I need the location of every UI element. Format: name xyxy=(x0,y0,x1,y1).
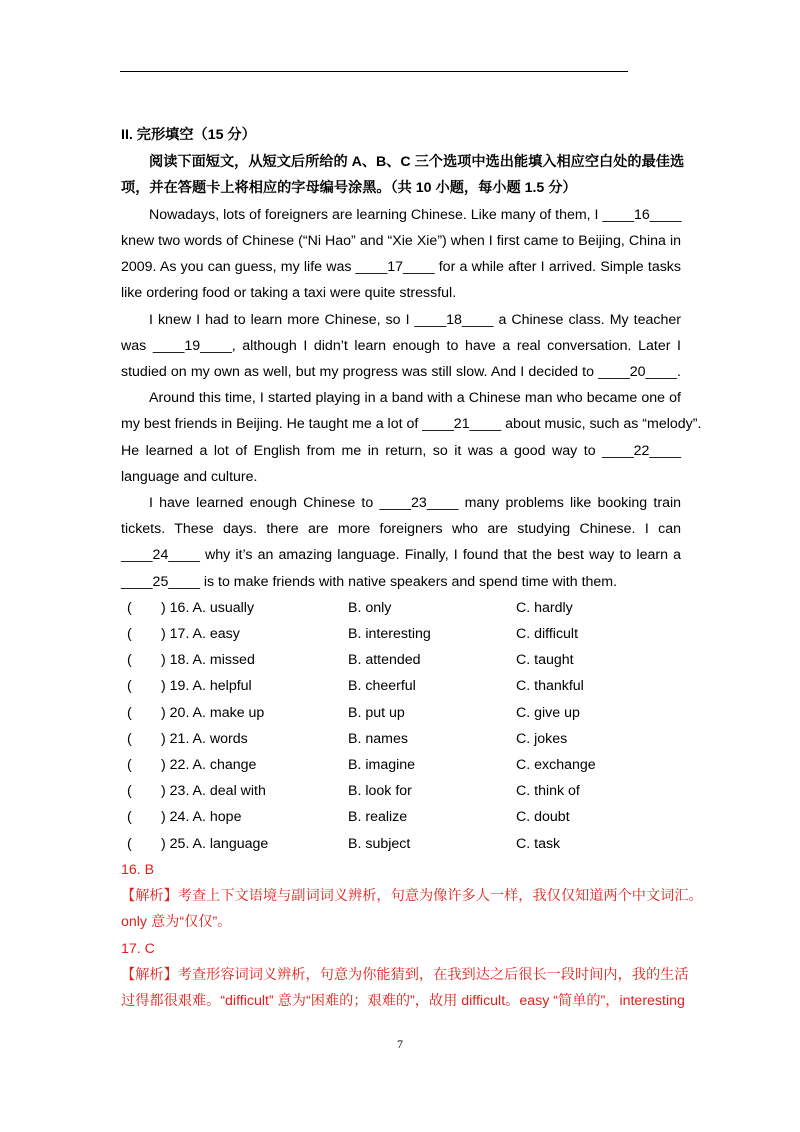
passage-line: knew two words of Chinese (“Ni Hao” and “Xie Xie”) when I first came to Beijing, China in xyxy=(121,233,681,249)
option-b: B. names xyxy=(348,731,408,747)
option-b: B. look for xyxy=(348,783,412,799)
option-a: ) 19. A. helpful xyxy=(161,678,252,694)
option-a: ) 23. A. deal with xyxy=(161,783,266,799)
option-c: C. jokes xyxy=(516,731,568,747)
option-c: C. difficult xyxy=(516,626,579,642)
option-b: B. imagine xyxy=(348,757,416,773)
answer-paren: ( xyxy=(127,600,132,616)
answer-paren: ( xyxy=(127,626,132,642)
option-b: B. cheerful xyxy=(348,678,416,694)
answer-paren: ( xyxy=(127,652,132,668)
option-c: C. task xyxy=(516,836,561,852)
option-b: B. interesting xyxy=(348,626,431,642)
option-a: ) 24. A. hope xyxy=(161,809,242,825)
explanation-16-line-2: only 意为“仅仅”。 xyxy=(121,914,232,930)
answer-16: 16. B xyxy=(121,862,155,878)
passage-line: Nowadays, lots of foreigners are learning Chinese. Like many of them, I ____16____ xyxy=(149,207,682,223)
answer-paren: ( xyxy=(127,783,132,799)
passage-line: tickets. These days. there are more foreigners who are studying Chinese. I can xyxy=(121,521,681,537)
option-c: C. doubt xyxy=(516,809,570,825)
option-a: ) 18. A. missed xyxy=(161,652,255,668)
option-b: B. put up xyxy=(348,705,405,721)
option-c: C. exchange xyxy=(516,757,596,773)
passage-line: language and culture. xyxy=(121,469,258,485)
option-a: ) 20. A. make up xyxy=(161,705,265,721)
answer-paren: ( xyxy=(127,809,132,825)
option-b: B. realize xyxy=(348,809,408,825)
answer-paren: ( xyxy=(127,678,132,694)
explanation-17-line-2: 过得都很艰难。“difficult” 意为“困难的；艰难的”，故用 difficult。easy “简单的”，interesting xyxy=(121,993,685,1009)
option-c: C. taught xyxy=(516,652,574,668)
passage-line: my best friends in Beijing. He taught me a lot of ____21____ about music, such as “melody”. xyxy=(121,416,702,432)
answer-17: 17. C xyxy=(121,941,155,957)
page-number: 7 xyxy=(397,1037,403,1051)
instruction-line-2: 项，并在答题卡上将相应的字母编号涂黑。（共 10 小题，每小题 1.5 分） xyxy=(121,180,577,196)
option-b: B. attended xyxy=(348,652,421,668)
option-c: C. give up xyxy=(516,705,580,721)
section-title: II. 完形填空（15 分） xyxy=(121,127,256,143)
explanation-16-line-1: 【解析】考查上下文语境与副词词义辨析，句意为像许多人一样，我仅仅知道两个中文词汇。 xyxy=(121,888,703,904)
answer-paren: ( xyxy=(127,731,132,747)
option-a: ) 17. A. easy xyxy=(161,626,240,642)
passage-line: 2009. As you can guess, my life was ____17____ for a while after I arrived. Simple tasks xyxy=(121,259,681,275)
passage-line: I have learned enough Chinese to ____23____ many problems like booking train xyxy=(149,495,681,511)
instruction-line-1: 阅读下面短文，从短文后所给的 A、B、C 三个选项中选出能填入相应空白处的最佳选 xyxy=(149,154,685,170)
answer-paren: ( xyxy=(127,705,132,721)
option-a: ) 21. A. words xyxy=(161,731,248,747)
option-c: C. hardly xyxy=(516,600,573,616)
option-a: ) 16. A. usually xyxy=(161,600,255,616)
option-a: ) 25. A. language xyxy=(161,836,269,852)
explanation-17-line-1: 【解析】考查形容词词义辨析，句意为你能猜到，在我到达之后很长一段时间内，我的生活 xyxy=(121,967,689,983)
passage-line: like ordering food or taking a taxi were quite stressful. xyxy=(121,285,457,301)
passage-line: Around this time, I started playing in a band with a Chinese man who became one of xyxy=(149,390,681,406)
option-a: ) 22. A. change xyxy=(161,757,257,773)
passage-line: was ____19____, although I didn’t learn enough to have a real conversation. Later I xyxy=(121,338,681,354)
passage-line: ____25____ is to make friends with native speakers and spend time with them. xyxy=(121,574,618,590)
passage-line: ____24____ why it’s an amazing language. Finally, I found that the best way to learn a xyxy=(121,547,681,563)
option-c: C. think of xyxy=(516,783,580,799)
passage-line: studied on my own as well, but my progress was still slow. And I decided to ____20____. xyxy=(121,364,681,380)
answer-paren: ( xyxy=(127,757,132,773)
option-b: B. subject xyxy=(348,836,411,852)
option-c: C. thankful xyxy=(516,678,584,694)
answer-paren: ( xyxy=(127,836,132,852)
header-rule xyxy=(120,71,628,72)
option-b: B. only xyxy=(348,600,392,616)
passage-line: I knew I had to learn more Chinese, so I ____18____ a Chinese class. My teacher xyxy=(149,312,681,328)
passage-line: He learned a lot of English from me in return, so it was a good way to ____22____ xyxy=(121,443,681,459)
